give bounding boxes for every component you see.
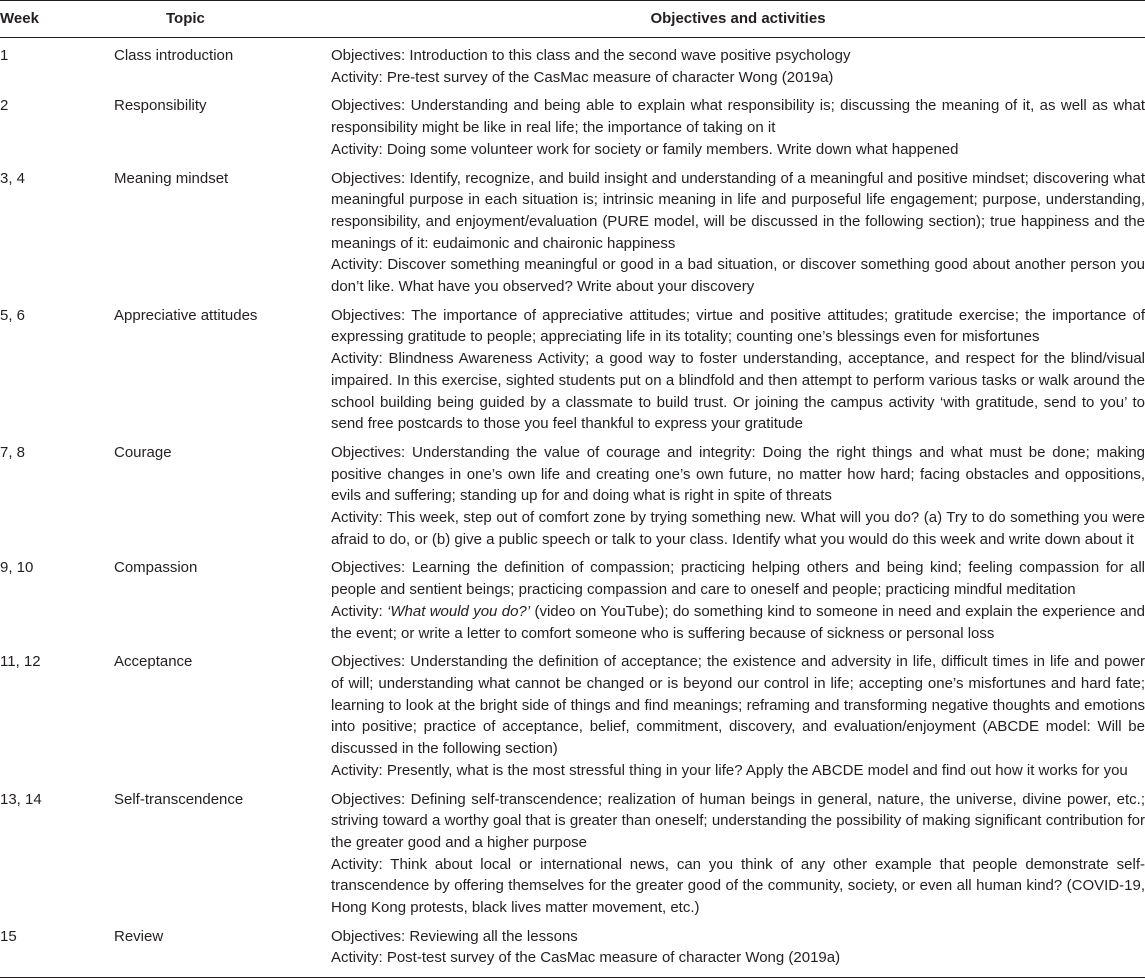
table-row (0, 301, 1145, 438)
activity-rest: (video on YouTube); do something kind to someone in need and explain the experience and the event; or write a letter to comfort someone who is suffering because of sickness or personal loss (331, 602, 1145, 642)
table-row (0, 91, 1145, 163)
activity-text (331, 601, 1145, 644)
topic-cell: Compassion (114, 559, 198, 577)
objectives-text: Objectives: Reviewing all the lessons (331, 927, 578, 945)
table-row (0, 785, 1145, 922)
activity-text: Activity: Pre-test survey of the CasMac measure of character Wong (2019a) (331, 68, 834, 86)
objectives-cell (331, 164, 1145, 301)
objectives-text: Objectives: Defining self-transcendence; realization of human beings in general, nature, the universe, divine power, etc.; striving toward a worthy goal that is greater than oneself; understanding the possibility of making significant contribution for the greater good and a higher purpose (331, 790, 1145, 851)
week-cell: 2 (0, 97, 9, 115)
objectives-text: Objectives: Understanding the value of courage and integrity: Doing the right things and what must be done; making positive changes in one’s own life and creating one’s own future, no matter how hard; facing obstacles and oppositions, evils and suffering; standing up for and doing what is right in spite of threats (331, 443, 1145, 505)
week-cell: 15 (0, 922, 114, 978)
week-cell: 3, 4 (0, 169, 26, 187)
header-row (0, 1, 1145, 38)
table-row (0, 164, 1145, 301)
week-cell: 11, 12 (0, 653, 41, 671)
objectives-cell (331, 301, 1145, 438)
objectives-text: Objectives: Identify, recognize, and build insight and understanding of a meaningful and positive mindset; discovering what meaningful purpose in each situation is; intrinsic meaning in life and purposeful life engagement; purpose, understanding, responsibility, and enjoyment/evaluation (PURE model, will be discussed in the following section); true happiness and the meanings of it: eudaimonic and chaironic happiness (331, 169, 1145, 252)
objectives-cell (331, 553, 1145, 647)
week-cell: 7, 8 (0, 443, 26, 461)
week-cell: 1 (0, 47, 9, 64)
topic-cell: Appreciative attitudes (114, 306, 258, 324)
header-objectives: Objectives and activities (331, 1, 1145, 38)
activity-video-title: ‘What would you do?’ (387, 602, 531, 620)
objectives-text: Objectives: Understanding and being able to explain what responsibility is; discussing the meaning of it, as well as what responsibility might be like in real life; the importance of taking on it (331, 97, 1145, 137)
topic-cell: Meaning mindset (114, 169, 229, 187)
topic-cell: Courage (114, 443, 172, 461)
activity-text: Activity: Post-test survey of the CasMac measure of character Wong (2019a) (331, 949, 841, 967)
objectives-text: Objectives: Learning the definition of compassion; practicing helping others and being kind; feeling compassion for all people and sentient beings; practicing compassion and care to oneself and people; practicing mindful meditation (331, 559, 1145, 599)
objectives-cell (331, 91, 1145, 163)
topic-cell: Acceptance (114, 653, 193, 671)
topic-cell: Review (114, 922, 331, 978)
header-topic: Topic (114, 1, 331, 38)
week-cell: 9, 10 (0, 559, 34, 577)
topic-cell: Responsibility (114, 97, 207, 115)
activity-text: Activity: This week, step out of comfort zone by trying something new. What will you do? (a) Try to do something you were afraid to do, or (b) give a public speech or talk to your class. Identify what you would do this week and write down about it (331, 509, 1145, 548)
objectives-cell (331, 785, 1145, 922)
activity-text: Activity: Blindness Awareness Activity; a good way to foster understanding, acceptance, and respect for the blind/visual impaired. In this exercise, sighted students put on a blindfold and then attempt to perform various tasks or walk around the school building being guided by a classmate to build trust. Or joining the campus activity ‘with gratitude, send to you’ to send free postcards to those you feel thankful to express your gratitude (331, 350, 1145, 433)
table-row (0, 38, 1145, 92)
week-cell: 13, 14 (0, 790, 42, 808)
objectives-cell (331, 438, 1145, 554)
objectives-cell (331, 38, 1145, 92)
activity-text: Activity: Presently, what is the most stressful thing in your life? Apply the ABCDE model and find out how it works for you (331, 761, 1128, 779)
table-row (0, 647, 1145, 784)
table-row (0, 438, 1145, 554)
activity-text: Activity: Doing some volunteer work for society or family members. Write down what happened (331, 140, 959, 158)
objectives-cell (331, 922, 1145, 978)
header-week: Week (0, 1, 114, 38)
topic-cell: Class introduction (114, 47, 234, 64)
objectives-text: Objectives: The importance of appreciative attitudes; virtue and positive attitudes; gratitude exercise; the importance of expressing gratitude to people; appreciating life in its totality; counting one’s blessings even for misfortunes (331, 306, 1145, 346)
activity-text: Activity: Think about local or international news, can you think of any other example that people demonstrate self-transcendence by offering themselves for the greater good of the community, society, or even all human kind? (COVID-19, Hong Kong protests, black lives matter movement, etc.) (331, 855, 1145, 917)
table-row (0, 553, 1145, 647)
table-row (0, 922, 1145, 978)
topic-cell: Self-transcendence (114, 790, 244, 808)
week-cell: 5, 6 (0, 306, 26, 324)
objectives-cell (331, 647, 1145, 784)
activity-text: Activity: Discover something meaningful or good in a bad situation, or discover something good about another person you don’t like. What have you observed? Write about your discovery (331, 256, 1145, 296)
activity-prefix: Activity: (331, 602, 388, 620)
objectives-text: Objectives: Understanding the definition of acceptance; the existence and adversity in life, difficult times in life and power of will; understanding what cannot be changed or is beyond our control in life; accepting one’s misfortunes and hard fate; learning to look at the bright side of things and find meanings; reframing and transforming negative thoughts and emotions into positive; practice of acceptance, belief, commitment, discovery, and evaluation/enjoyment (ABCDE model: Will be discussed in the following section) (331, 653, 1145, 758)
objectives-text: Objectives: Introduction to this class and the second wave positive psychology (331, 47, 851, 64)
